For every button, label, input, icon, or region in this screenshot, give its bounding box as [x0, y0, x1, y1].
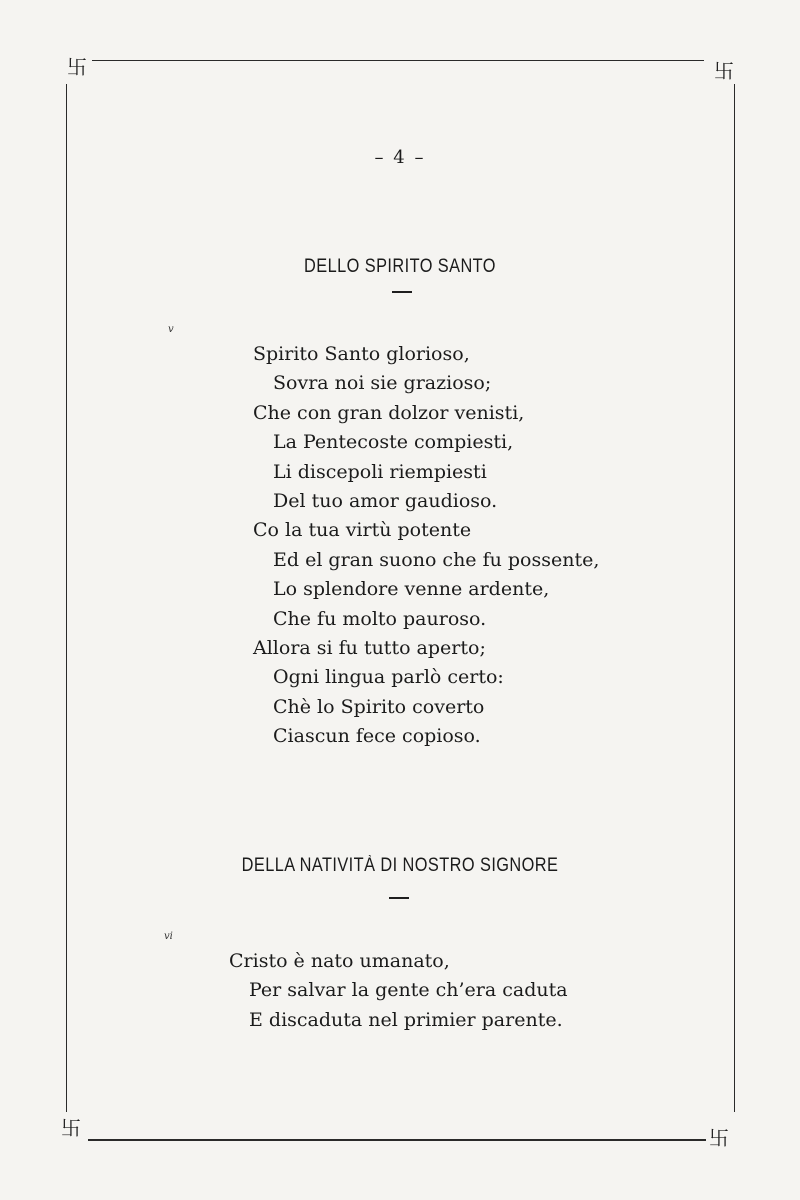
poem-stanza — [253, 340, 599, 752]
verse-line: Sovra noi sie grazioso; — [273, 372, 492, 395]
poem-stanza — [229, 947, 568, 1035]
corner-ornament-icon: 卐 — [67, 55, 87, 79]
frame-bottom-rule — [88, 1139, 706, 1141]
corner-ornament-icon: 卐 — [61, 1116, 81, 1140]
verse-line: Che con gran dolzor venisti, — [253, 401, 525, 424]
section-number: v — [168, 324, 174, 335]
verse-line: Ciascun fece copioso. — [273, 725, 481, 748]
title-rule — [392, 291, 412, 293]
frame-left-rule — [66, 84, 67, 1112]
verse-line: Del tuo amor gaudioso. — [273, 490, 498, 513]
corner-ornament-icon: 卐 — [709, 1126, 729, 1150]
verse-line: Cristo è nato umanato, — [229, 950, 450, 972]
verse-line: Ogni lingua parlò certo: — [273, 666, 504, 689]
verse-line: La Pentecoste compiesti, — [273, 431, 514, 454]
frame-top-rule — [92, 60, 704, 61]
frame-right-rule — [734, 84, 735, 1112]
verse-line: Chè lo Spirito coverto — [273, 695, 485, 718]
verse-line: Per salvar la gente ch’era caduta — [249, 979, 568, 1002]
corner-ornament-icon: 卐 — [714, 59, 734, 83]
verse-line: E discaduta nel primier parente. — [249, 1008, 563, 1031]
section-number: vi — [164, 931, 173, 942]
page-number: – 4 – — [374, 147, 426, 168]
verse-line: Ed el gran suono che fu possente, — [273, 548, 600, 571]
verse-line: Lo splendore venne ardente, — [273, 578, 550, 601]
section-title: DELLA NATIVITÀ DI NOSTRO SIGNORE — [241, 855, 559, 876]
verse-line: Spirito Santo glorioso, — [253, 343, 470, 365]
section-title: DELLO SPIRITO SANTO — [304, 256, 496, 277]
title-rule — [389, 897, 409, 899]
verse-line: Che fu molto pauroso. — [273, 607, 487, 630]
verse-line: Allora si fu tutto aperto; — [253, 637, 486, 660]
verse-line: Co la tua virtù potente — [253, 519, 472, 542]
verse-line: Li discepoli riempiesti — [273, 460, 487, 483]
